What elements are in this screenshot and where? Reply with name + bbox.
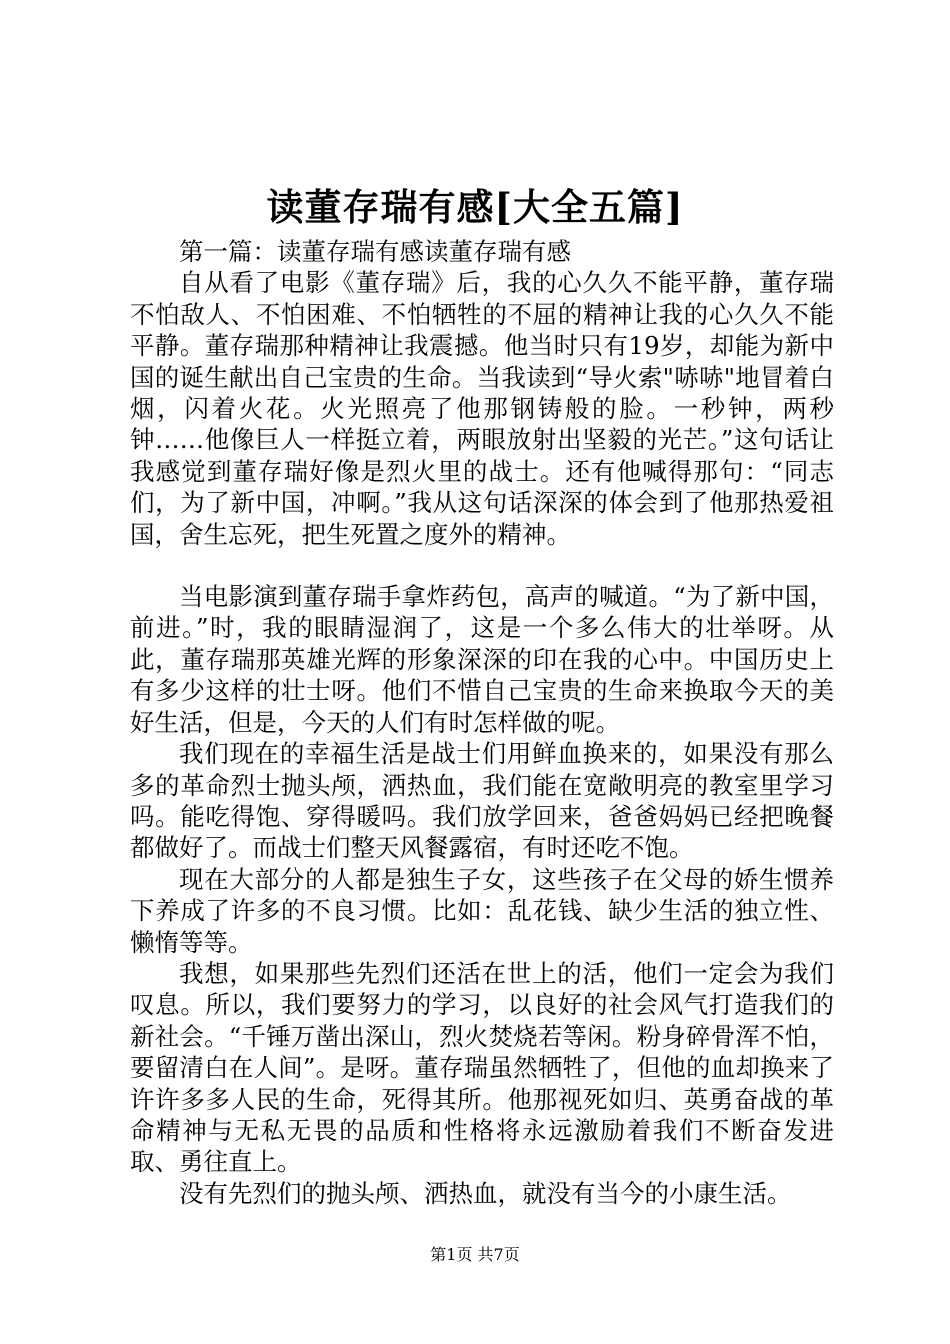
paragraph-2: 当电影演到董存瑞手拿炸药包，高声的喊道。“为了新中国，前进。”时，我的眼睛湿润了，这是一个多么伟大的壮举呀。从此，董存瑞那英雄光辉的形象深深的印在我的心中。中国历史上有多少这样的壮士呀。他们不惜自己宝贵的生命来换取今天的美好生活，但是，今天的人们有时怎样做的呢。 [130,582,834,737]
paragraph-4: 现在大部分的人都是独生子女，这些孩子在父母的娇生惯养下养成了许多的不良习惯。比如：乱花钱、缺少生活的独立性、懒惰等等。 [130,864,834,957]
paragraph-5: 我想，如果那些先烈们还活在世上的活，他们一定会为我们叹息。所以，我们要努力的学习，以良好的社会风气打造我们的新社会。“千锤万凿出深山，烈火焚烧若等闲。粉身碎骨浑不怕，要留清白在人间”。是呀。董存瑞虽然牺牲了，但他的血却换来了许许多多人民的生命，死得其所。他那视死如归、英勇奋战的革命精神与无私无畏的品质和性格将永远激励着我们不断奋发进取、勇往直上。 [130,958,834,1177]
paragraph-3: 我们现在的幸福生活是战士们用鲜血换来的，如果没有那么多的革命烈士抛头颅，洒热血，我们能在宽敞明亮的教室里学习吗。能吃得饱、穿得暖吗。我们放学回来，爸爸妈妈已经把晚餐都做好了。而战士们整天风餐露宿，有时还吃不饱。 [130,739,834,863]
chapter-heading: 第一篇：读董存瑞有感读董存瑞有感 [179,237,571,266]
document-body [130,236,834,1209]
paragraph-1: 自从看了电影《董存瑞》后，我的心久久不能平静，董存瑞不怕敌人、不怕困难、不怕牺牲的不屈的精神让我的心久久不能平静。董存瑞那种精神让我震撼。他当时只有19岁，却能为新中国的诞生献出自己宝贵的生命。当我读到“导火索"哧哧"地冒着白烟，闪着火花。火光照亮了他那钢铸般的脸。一秒钟，两秒钟……他像巨人一样挺立着，两眼放射出坚毅的光芒。”这句话让我感觉到董存瑞好像是烈火里的战士。还有他喊得那句：“同志们，为了新中国，冲啊。”我从这句话深深的体会到了他那热爱祖国，舍生忘死，把生死置之度外的精神。 [130,268,834,549]
paragraph-6: 没有先烈们的抛头颅、洒热血，就没有当今的小康生活。 [179,1178,792,1208]
document-title: 读董存瑞有感[大全五篇] [266,185,684,229]
page-footer: 第1页 共7页 [430,1245,520,1264]
